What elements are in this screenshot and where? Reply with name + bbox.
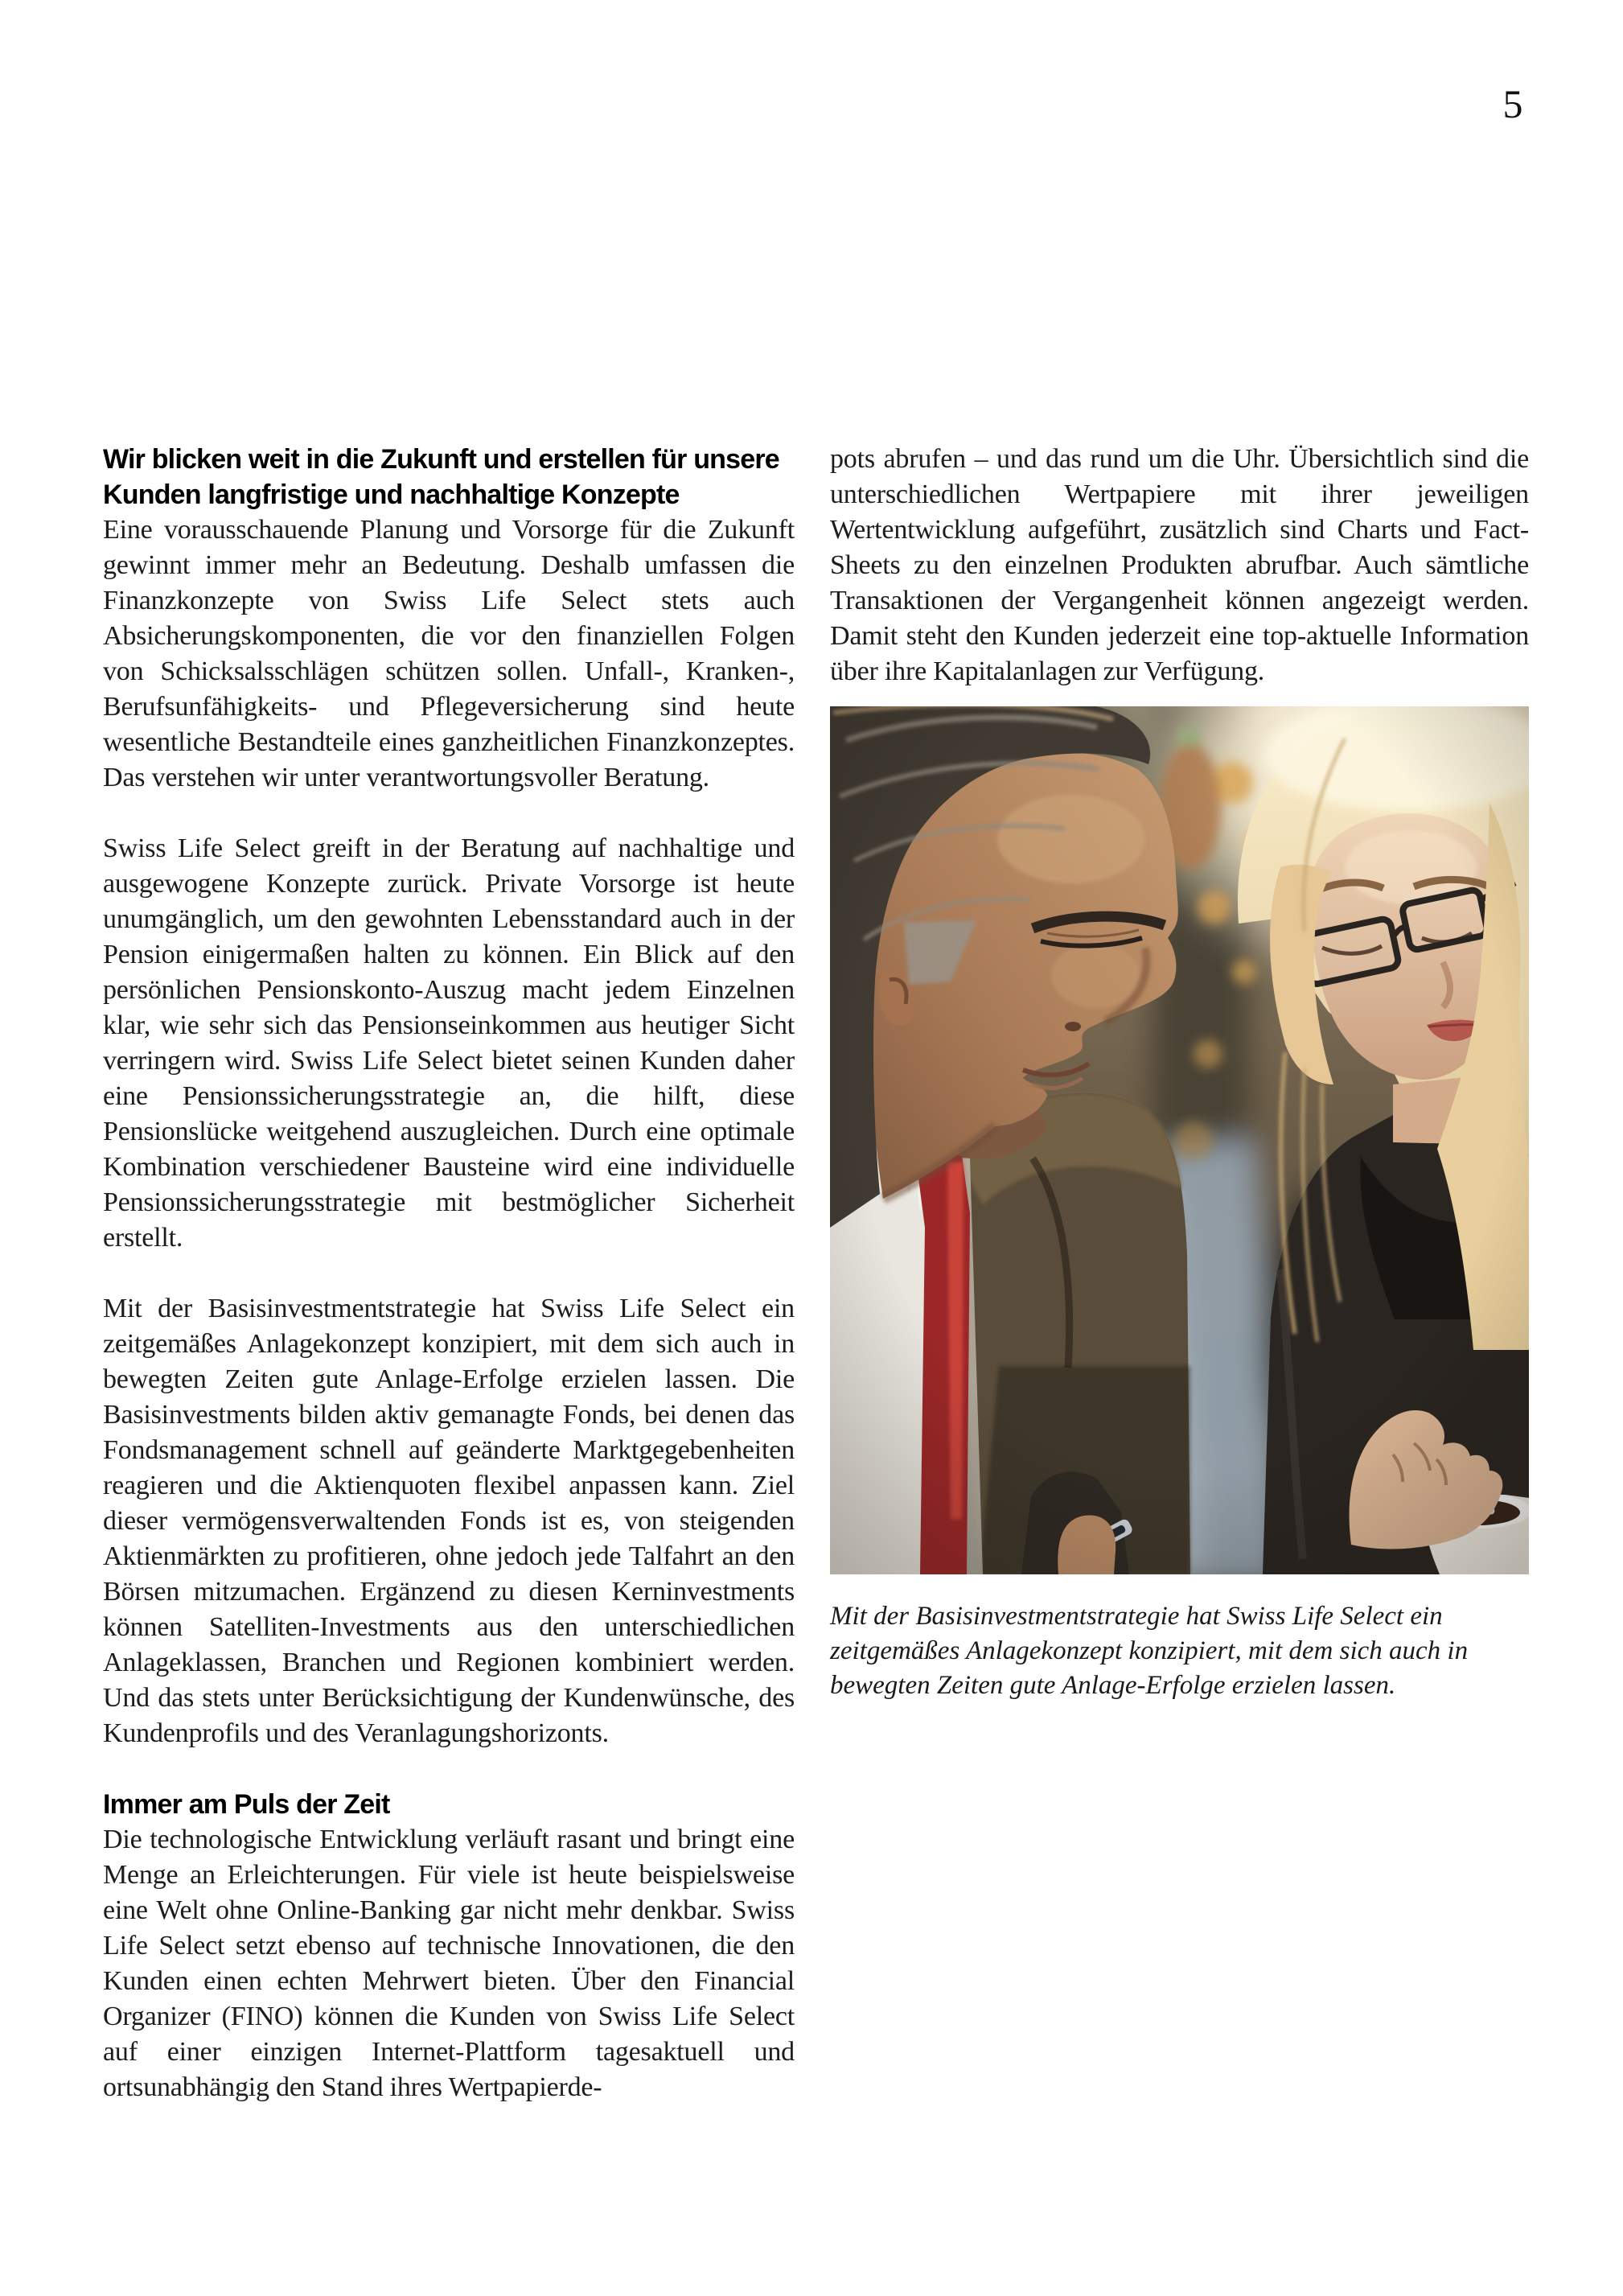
section-heading-puls-der-zeit: Immer am Puls der Zeit: [103, 1789, 390, 1820]
photo-caption: Mit der Basisinvestmentstrategie hat Swiss Life Select ein zeitgemäßes Anlagekonzept konzipiert, mit dem sich auch in bewegten Zeiten gute Anlage-Erfolge erzielen lassen.: [830, 1602, 1469, 1700]
paragraph-wertpapierdepots: pots abrufen – und das rund um die Uhr. Übersichtlich sind die unterschiedlichen Wertpapiere mit ihrer jeweiligen Wertentwicklung aufgeführt, zusätzlich sind Charts und Fact-Sheets zu den einzelnen Produkten abrufbar. Auch sämtliche Transaktionen der Vergangenheit können angezeigt werden. Damit steht den Kunden jederzeit eine top-aktuelle Information über ihre Kapitalanlagen zur Verfügung.: [830, 444, 1529, 686]
paragraph-technologie: Die technologische Entwicklung verläuft rasant und bringt eine Menge an Erleichterungen. Für viele ist heute beispielsweise eine Welt ohne Online-Banking gar nicht mehr denkbar. Swiss Life Select setzt ebenso auf technische Innovationen, die den Kunden einen echten Mehrwert bieten. Über den Financial Organizer (FINO) können die Kunden von Swiss Life Select auf einer einzigen Internet-Plattform tagesaktuell und ortsunabhängig den Stand ihres Wertpapierde-: [103, 1825, 795, 2102]
section-heading-zukunft: Wir blicken weit in die Zukunft und erstellen für unsere Kunden langfristige und nachhaltige Konzepte: [103, 444, 779, 510]
photo-illustration: [830, 706, 1529, 1574]
paragraph-vorsorge: Eine vorausschauende Planung und Vorsorge für die Zukunft gewinnt immer mehr an Bedeutung. Deshalb umfassen die Finanzkonzepte von Swiss Life Select stets auch Absicherungskomponenten, die vor den finanziellen Folgen von Schicksalsschlägen schützen sollen. Unfall-, Kranken-, Berufsunfähigkeits- und Pflegeversicherung sind heute wesentliche Bestandteile eines ganzheitlichen Finanzkonzeptes. Das verstehen wir unter verantwortungsvoller Beratung.: [103, 515, 795, 792]
left-column: [103, 442, 795, 2105]
paragraph-basisinvestment: Mit der Basisinvestmentstrategie hat Swiss Life Select ein zeitgemäßes Anlagekonzept konzipiert, mit dem sich auch in bewegten Zeiten gute Anlage-Erfolge erzielen lassen. Die Basisinvestments bilden aktiv gemanagte Fonds, bei denen das Fondsmanagement schnell auf geänderte Marktgegebenheiten reagieren und die Aktienquoten flexibel anpassen kann. Ziel dieser vermögensverwaltenden Fonds ist es, von steigenden Aktienmärkten zu profitieren, ohne jedoch jede Talfahrt an den Börsen mitzumachen. Ergänzend zu diesen Kerninvestments können Satelliten-Investments aus den unterschiedlichen Anlageklassen, Branchen und Regionen kombiniert werden. Und das stets unter Berücksichtigung der Kundenwünsche, des Kundenprofils und des Veranlagungshorizonts.: [103, 1294, 795, 1748]
paragraph-pensionsstrategie: Swiss Life Select greift in der Beratung auf nachhaltige und ausgewogene Konzepte zurück. Private Vorsorge ist heute unumgänglich, um den gewohnten Lebensstandard auch in der Pension einigermaßen halten zu können. Ein Blick auf den persönlichen Pensionskonto-Auszug macht jedem Einzelnen klar, wie sehr sich das Pensionseinkommen aus heutiger Sicht verringern wird. Swiss Life Select bietet seinen Kunden daher eine Pensionssicherungsstrategie an, die hilft, diese Pensionslücke weitgehend auszugleichen. Durch eine optimale Kombination verschiedener Bausteine wird eine individuelle Pensionssicherungsstrategie mit bestmöglicher Sicherheit erstellt.: [103, 833, 795, 1253]
photo-beratungsgespraech: [830, 706, 1529, 1574]
photo-vignette: [830, 706, 1529, 1574]
right-column: [830, 442, 1529, 1730]
page-number: 5: [1502, 81, 1523, 126]
